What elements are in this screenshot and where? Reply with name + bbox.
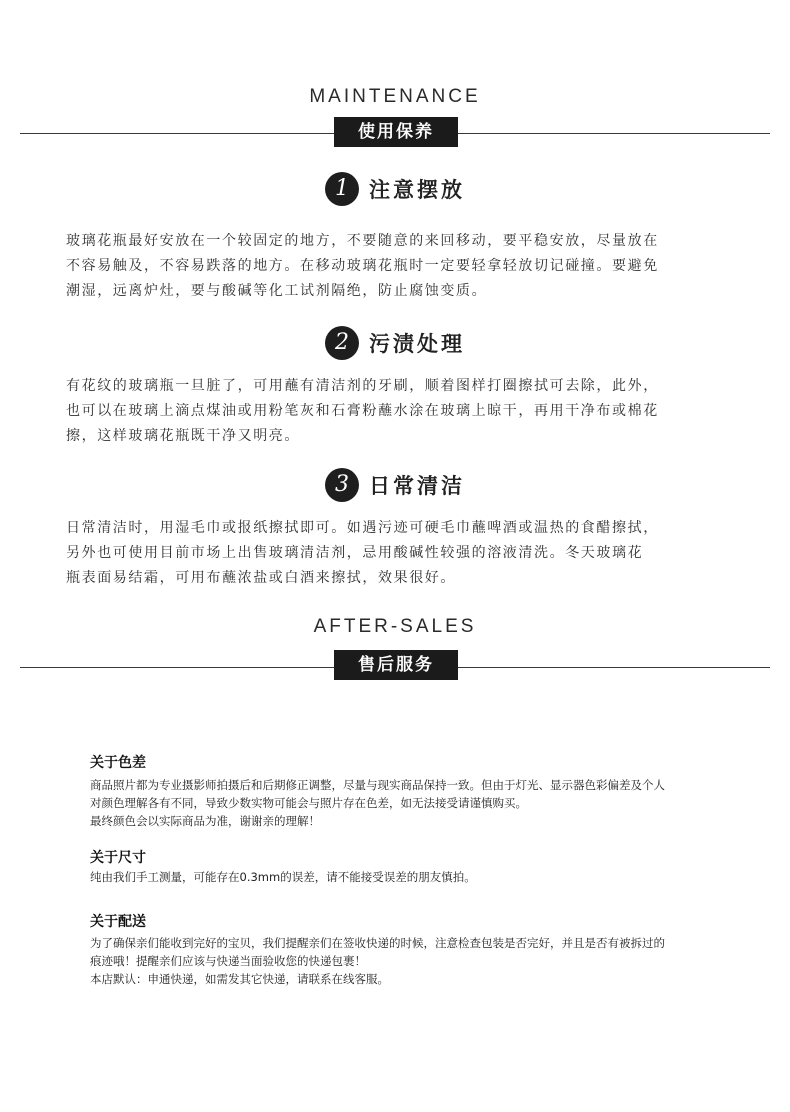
note-body-size [90,868,730,886]
section-heading-text: 日常清洁 [369,474,465,498]
section-heading-placement [0,172,790,206]
note-body-color [90,776,730,830]
number-2-badge: 2 [325,326,359,360]
section-heading-cleaning [0,468,790,502]
note-line: 为了确保亲们能收到完好的宝贝，我们提醒亲们在签收快递的时候，注意检查包装是否完好，并且是否有被拆过的 [90,936,665,950]
note-line: 纯由我们手工测量，可能存在0.3mm的误差，请不能接受误差的朋友慎拍。 [90,870,476,884]
cleaning-paragraph [66,516,734,591]
paragraph-line: 潮湿，远离炉灶，要与酸碱等化工试剂隔绝，防止腐蚀变质。 [66,283,488,299]
after-sales-title-badge: 售后服务 [334,650,458,680]
note-line: 对颜色理解各有不同，导致少数实物可能会与照片存在色差，如无法接受请谨慎购买。 [90,796,527,810]
paragraph-line: 玻璃花瓶最好安放在一个较固定的地方，不要随意的来回移动，要平稳安放，尽量放在 [66,233,659,249]
section-heading-text: 注意摆放 [369,178,465,202]
number-3-badge: 3 [325,468,359,502]
placement-paragraph [66,229,734,304]
note-line: 痕迹哦！提醒亲们应该与快递当面验收您的快递包裹！ [90,954,366,968]
paragraph-line: 瓶表面易结霜，可用布蘸浓盐或白酒来擦拭，效果很好。 [66,570,456,586]
paragraph-line: 擦，这样玻璃花瓶既干净又明亮。 [66,428,300,444]
note-title-size: 关于尺寸 [90,850,146,866]
note-title-delivery: 关于配送 [90,914,146,930]
note-line: 最终颜色会以实际商品为准，谢谢亲的理解！ [90,814,320,828]
maintenance-title-en: MAINTENANCE [309,86,481,107]
paragraph-line: 有花纹的玻璃瓶一旦脏了，可用蘸有清洁剂的牙刷，顺着图样打圈擦拭可去除，此外， [66,378,659,394]
note-title-color: 关于色差 [90,755,146,771]
stains-paragraph [66,374,734,449]
number-1-badge: 1 [325,172,359,206]
paragraph-line: 不容易触及，不容易跌落的地方。在移动玻璃花瓶时一定要轻拿轻放切记碰撞。要避免 [66,258,659,274]
note-body-delivery [90,934,730,988]
note-line: 本店默认：申通快递，如需发其它快递，请联系在线客服。 [90,972,389,986]
section-heading-stains [0,326,790,360]
paragraph-line: 另外也可使用目前市场上出售玻璃清洁剂，忌用酸碱性较强的溶液清洗。冬天玻璃花 [66,545,644,561]
after-sales-title-en: AFTER-SALES [313,616,477,637]
paragraph-line: 日常清洁时，用湿毛巾或报纸擦拭即可。如遇污迹可硬毛巾蘸啤酒或温热的食醋擦拭， [66,520,659,536]
paragraph-line: 也可以在玻璃上滴点煤油或用粉笔灰和石膏粉蘸水涂在玻璃上晾干，再用干净布或棉花 [66,403,659,419]
maintenance-title-badge: 使用保养 [334,117,458,147]
note-line: 商品照片都为专业摄影师拍摄后和后期修正调整，尽量与现实商品保持一致。但由于灯光、显示器色彩偏差及个人 [90,778,665,792]
section-heading-text: 污渍处理 [369,332,465,356]
